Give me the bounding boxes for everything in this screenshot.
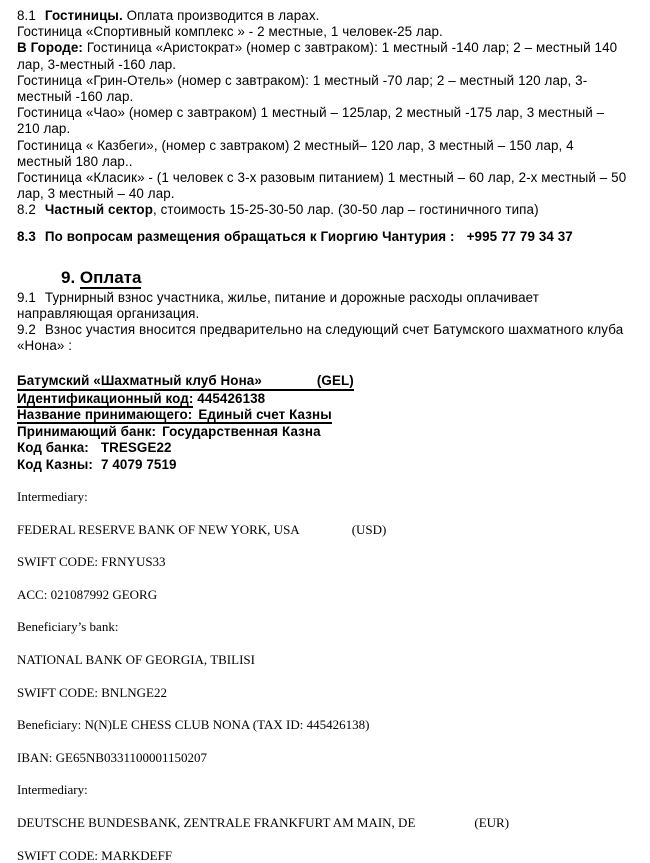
bank-value: Государственная Казна (162, 423, 321, 439)
gel-account-holder-line (17, 373, 630, 391)
in-city-label: В Городе: (17, 40, 83, 56)
section-9-heading (61, 268, 630, 288)
clause-number: 8.3 (17, 228, 36, 244)
gel-treasury-code-line (17, 457, 630, 473)
intermediary-label: Intermediary: (17, 489, 88, 505)
intermediary-bank: FEDERAL RESERVE BANK OF NEW YORK, USA (17, 521, 300, 537)
beneficiary-bank-label: Beneficiary’s bank: (17, 619, 119, 635)
clause-title: Частный сектор (44, 202, 153, 218)
bank-label: Принимающий банк: (17, 423, 157, 439)
eur-intermediary-bank-line (17, 816, 630, 830)
clause-number: 9.1 (17, 289, 36, 305)
clause-number: 8.1 (17, 8, 36, 23)
section-number: 9. (61, 267, 76, 287)
recipient-label: Название принимающего: (17, 407, 193, 423)
clause-text: По вопросам размещения обращаться к Гиоргию Чантурия : (44, 228, 455, 244)
eur-wire-block (17, 783, 630, 862)
clause-text: Взнос участия вносится предварительно на следующий счет Батумского шахматного клуба «Нона» : (17, 322, 624, 354)
contact-phone: +995 77 79 34 37 (466, 228, 573, 244)
clause-number: 9.2 (17, 322, 36, 338)
treasury-value: 7 4079 7519 (100, 456, 177, 472)
currency-usd: (USD) (351, 521, 387, 537)
intermediary-bank: DEUTSCHE BUNDESBANK, ZENTRALE FRANKFURT AM MAIN, DE (17, 815, 416, 831)
account-holder: Батумский «Шахматный клуб Нона» (17, 372, 262, 388)
id-value: 445426138 (197, 391, 266, 407)
hotel-line-chao: Гостиница «Чао» (номер с завтраком) 1 местный – 125лар, 2 местный -175 лар, 3 местный – 210 лар. (17, 105, 605, 137)
hotel-line-green-hotel: Гостиница «Грин-Отель» (номер с завтраком): 1 местный -70 лар; 2 – местный 120 лар, 3-местный -160 лар. (17, 72, 588, 105)
gel-id-line (17, 391, 630, 407)
currency-gel: (GEL) (316, 372, 354, 388)
gel-bank-line (17, 424, 630, 440)
gel-bank-code-line (17, 440, 630, 456)
recipient-value: Единый счет Казны (198, 407, 332, 423)
hotel-text: Гостиница «Аристократ» (номер с завтраком): 1 местный -140 лар; 2 – местный 140 лар, 3-местный -160 лар. (17, 40, 618, 72)
clause-text: Турнирный взнос участника, жилье, питание и дорожные расходы оплачивает направляющая организация. (17, 289, 539, 322)
hotel-line-sport-complex: Гостиница «Спортивный комплекс » - 2 местные, 1 человек-25 лар. (17, 24, 443, 40)
hotel-line-kazbegi: Гостиница « Казбеги», (номер с завтраком) 2 местный– 120 лар, 3 местный – 150 лар, 4 местный 180 лар.. (17, 137, 574, 169)
intermediary-label: Intermediary: (17, 782, 88, 798)
bank-code-value: TRESGE22 (100, 440, 172, 456)
hotel-line-aristocrat (17, 40, 630, 72)
clause-8-1 (17, 8, 630, 24)
beneficiary-bank: NATIONAL BANK OF GEORGIA, TBILISI (17, 652, 255, 668)
treasury-label: Код Казны: (17, 456, 93, 472)
usd-account-number: ACC: 021087992 GEORG (17, 586, 158, 602)
underlined-recipient (17, 407, 332, 424)
hotel-line-klasik: Гостиница «Класик» - (1 человек с 3-х разовым питанием) 1 местный – 60 лар, 2-х местный – 50 лар, 3 местный – 40 лар. (17, 170, 627, 202)
clause-9-2 (17, 322, 630, 354)
iban-line: IBAN: GE65NB0331100001150207 (17, 749, 208, 765)
clause-9-1 (17, 290, 630, 322)
beneficiary-swift-code: SWIFT CODE: BNLNGE22 (17, 684, 167, 700)
eur-swift-code: SWIFT CODE: MARKDEFF (17, 847, 173, 863)
beneficiary-name: Beneficiary: N(N)LE CHESS CLUB NONA (TAX ID: 445426138) (17, 717, 370, 733)
gel-account-block (17, 373, 630, 473)
clause-8-2 (17, 202, 630, 218)
id-label: Идентификационный код: (17, 391, 194, 407)
usd-intermediary-bank-line (17, 523, 630, 537)
clause-title: Гостиницы. (44, 8, 123, 23)
gel-recipient-line (17, 407, 630, 423)
clause-text: , стоимость 15-25-30-50 лар. (30-50 лар – гостиничного типа) (153, 202, 539, 218)
usd-wire-block (17, 490, 630, 765)
clause-text: Оплата производится в ларах. (126, 8, 320, 23)
usd-swift-code: SWIFT CODE: FRNYUS33 (17, 554, 166, 570)
section-title: Оплата (79, 267, 142, 287)
currency-eur: (EUR) (474, 815, 510, 831)
bank-code-label: Код банка: (17, 440, 89, 456)
clause-8-3 (17, 229, 630, 245)
clause-number: 8.2 (17, 202, 36, 218)
underlined-holder (17, 373, 354, 391)
